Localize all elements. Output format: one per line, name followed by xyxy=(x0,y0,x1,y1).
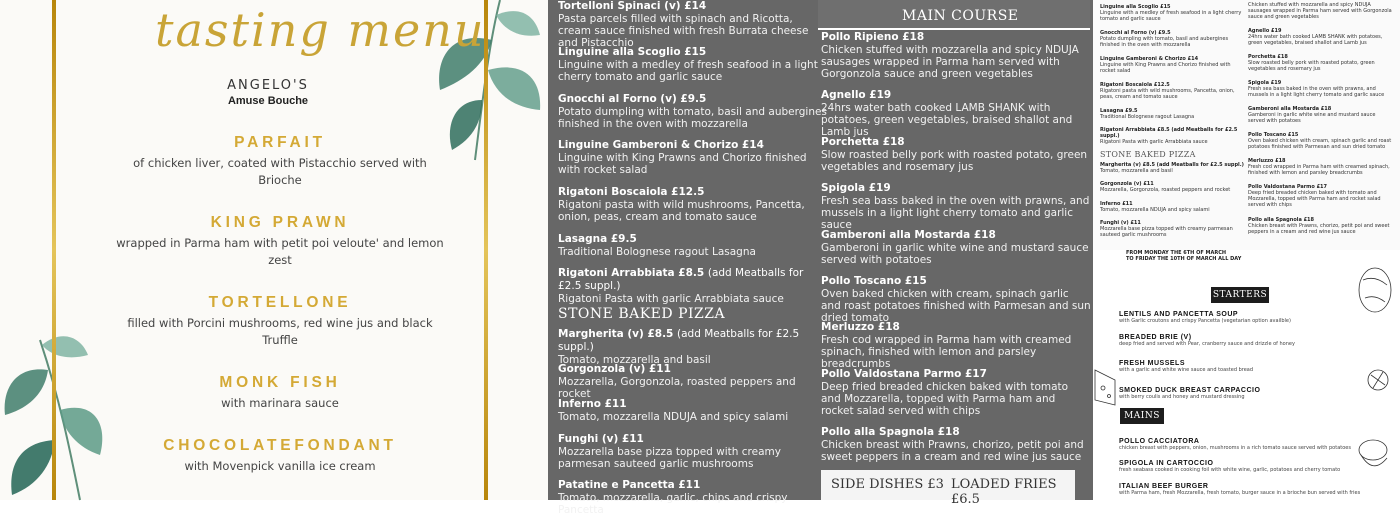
item-description: Fresh sea bass baked in the oven with prawns, and mussels in a light light cherry tomato and garlic sauce xyxy=(821,195,1090,231)
item-description: Fresh cod wrapped in Parma ham with creamed spinach, finished with lemon and parsley breadcrumbs xyxy=(1248,164,1390,176)
item-name xyxy=(558,267,828,293)
main-course-header xyxy=(818,0,1090,30)
menu-item xyxy=(558,139,828,176)
gold-border-left xyxy=(52,0,56,500)
menu-item xyxy=(1119,438,1389,451)
item-description: Pasta parcels filled with spinach and Ricotta, cream sauce finished with fresh Burrata cheese and Pistacchio xyxy=(558,13,809,49)
menu-item xyxy=(821,229,1091,266)
item-name: Patatine e Pancetta £11 xyxy=(558,479,701,491)
course-description: of chicken liver, coated with Pistacchio served with Brioche xyxy=(133,156,427,187)
item-name: Gamberoni alla Mostarda £18 xyxy=(821,229,996,241)
item-name: Pollo Toscano £15 xyxy=(1248,132,1299,138)
item-description: fresh seabass cooked in cooking foil with white wine, garlic, potatoes and cherry tomato xyxy=(1119,467,1341,473)
item-description: Rigatoni Pasta with garlic Arrabbiata sauce xyxy=(558,293,784,305)
item-name: Funghi (v) £11 xyxy=(1100,220,1141,226)
item-description: with a garlic and white wine sauce and toasted bread xyxy=(1119,367,1254,373)
menu-item xyxy=(821,275,1091,324)
menu-item xyxy=(558,328,828,366)
menu-item xyxy=(1100,181,1245,193)
sides-box xyxy=(821,470,1075,507)
menu-item xyxy=(821,136,1091,173)
amuse-bouche-subtitle: Amuse Bouche xyxy=(227,95,309,107)
item-description: Traditional Bolognese ragout Lasagna xyxy=(558,246,756,258)
menu-item xyxy=(1100,4,1245,22)
item-name: Linguine Gamberoni & Chorizo £14 xyxy=(1100,56,1199,62)
menu-item xyxy=(558,433,828,470)
item-name: Gnocchi al Forno (v) £9.5 xyxy=(1100,30,1171,36)
course-description: with marinara sauce xyxy=(221,396,339,410)
course-item xyxy=(115,374,445,412)
course-name: PARFAIT xyxy=(234,134,326,151)
menu-item xyxy=(1248,54,1393,72)
menu-item xyxy=(1119,483,1389,496)
starters-banner: STARTERS xyxy=(1211,287,1269,303)
item-description: Slow roasted belly pork with roasted potato, green vegetables and rosemary jus xyxy=(1248,60,1375,72)
menu-item xyxy=(821,368,1091,417)
course-description: filled with Porcini mushrooms, red wine jus and black Truffle xyxy=(127,316,433,347)
course-item xyxy=(115,437,445,475)
course-name: TORTELLONE xyxy=(208,294,352,311)
item-name: Pollo alla Spagnola £18 xyxy=(1248,217,1315,223)
item-name: Linguine Gamberoni & Chorizo £14 xyxy=(558,139,764,151)
item-name-text: Margherita (v) £8.5 xyxy=(558,328,674,340)
course-name: CHOCOLATEFONDANT xyxy=(163,437,397,454)
item-name: SMOKED DUCK BREAST CARPACCIO xyxy=(1119,387,1261,394)
main-menu-panel xyxy=(548,0,1093,516)
item-description: Tomato, mozzarella and basil xyxy=(1100,168,1173,174)
item-description: Linguine with a medley of fresh seafood in a light cherry tomato and garlic sauce xyxy=(558,59,818,83)
item-name: Porchetta £18 xyxy=(1248,54,1288,60)
item-description: Mozzarella base pizza topped with creamy parmesan sauteed garlic mushrooms xyxy=(558,446,781,470)
menu-item xyxy=(1248,217,1393,235)
pizza-section-heading: STONE BAKED PIZZA xyxy=(558,306,726,322)
menu-item xyxy=(1119,360,1389,373)
item-name: Inferno £11 xyxy=(1100,201,1133,207)
menu-item xyxy=(821,31,1091,80)
item-description: Oven baked chicken with cream, spinach garlic and roast potatoes finished with Parmesan and sun dried tomato xyxy=(1248,138,1392,150)
item-description: Potato dumpling with tomato, basil and aubergines finished in the oven with mozzarella xyxy=(1100,36,1229,48)
item-name: Gorgonzola (v) £11 xyxy=(1100,181,1154,187)
starters-menu-page xyxy=(1093,250,1400,500)
item-description: with Parma ham, fresh Mozzarella, fresh tomato, burger sauce in a brioche bun served with fries xyxy=(1119,490,1361,496)
menu-item xyxy=(1248,132,1393,150)
item-name: Inferno £11 xyxy=(558,398,627,410)
restaurant-name: ANGELO'S xyxy=(227,78,309,93)
item-name: Rigatoni Arrabbiata £8.5 (add Meatballs for £2.5 suppl.) xyxy=(1100,127,1238,139)
course-name: KING PRAWN xyxy=(210,214,350,231)
item-description: Tomato, mozzarella, garlic, chips and crispy Pancetta xyxy=(558,492,788,516)
item-description: chicken breast with peppers, onion, mushrooms in a rich tomato sauce served with potatoes xyxy=(1119,445,1351,451)
menu-item xyxy=(558,186,828,223)
item-description: Chicken stuffed with mozzarella and spicy NDUJA sausages wrapped in Parma ham served with Gorgonzola sauce and green vegetables xyxy=(1248,2,1392,20)
item-description: Rigatoni pasta with wild mushrooms, Pancetta, onion, peas, cream and tomato sauce xyxy=(558,199,805,223)
item-description: Linguine with King Prawns and Chorizo finished with rocket salad xyxy=(1100,62,1231,74)
course-item xyxy=(115,134,445,189)
item-name: Agnello £19 xyxy=(821,89,892,101)
item-description: Potato dumpling with tomato, basil and aubergines finished in the oven with mozzarella xyxy=(558,106,827,130)
item-name: Gnocchi al Forno (v) £9.5 xyxy=(558,93,707,105)
menu-item xyxy=(1100,82,1245,100)
course-name: MONK FISH xyxy=(219,374,341,391)
course-item xyxy=(115,214,445,269)
item-description: 24hrs water bath cooked LAMB SHANK with potatoes, green vegetables, braised shallot and Lamb jus xyxy=(1248,34,1383,46)
item-name: FRESH MUSSELS xyxy=(1119,360,1186,367)
item-name: Agnello £19 xyxy=(1248,28,1282,34)
menu-item xyxy=(1100,162,1245,174)
item-name: Pollo Toscano £15 xyxy=(821,275,927,287)
gold-border-right xyxy=(484,0,488,500)
menu-item xyxy=(1119,387,1389,400)
item-description: Tomato, mozzarella NDUJA and spicy salami xyxy=(558,411,789,423)
item-description: Slow roasted belly pork with roasted potato, green vegetables and rosemary jus xyxy=(821,149,1088,173)
item-name-text: Rigatoni Arrabbiata £8.5 xyxy=(558,267,705,279)
item-name xyxy=(558,328,828,354)
item-description: Linguine with King Prawns and Chorizo finished with rocket salad xyxy=(558,152,807,176)
item-name: Tortelloni Spinaci (v) £14 xyxy=(558,0,707,12)
dates-line-1: FROM MONDAY THE 6TH OF MARCH xyxy=(1126,250,1227,256)
item-name: LENTILS AND PANCETTA SOUP xyxy=(1119,311,1239,318)
item-description: Chicken breast with Prawns, chorizo, petit poi and sweet peppers in a cream and red wine jus sauce xyxy=(821,439,1084,463)
cheese-illustration-icon xyxy=(1093,360,1119,420)
item-description: Fresh cod wrapped in Parma ham with creamed spinach, finished with lemon and parsley breadcrumbs xyxy=(821,334,1072,370)
menu-item xyxy=(558,46,828,83)
item-description: Mozzarella base pizza topped with creamy parmesan sauteed garlic mushrooms xyxy=(1100,226,1233,238)
item-description: with Garlic croutons and crispy Pancetta (vegetarian option availble) xyxy=(1119,318,1291,324)
pizza-section-heading: STONE BAKED PIZZA xyxy=(1100,150,1196,159)
item-name: Lasagna £9.5 xyxy=(558,233,637,245)
item-name: POLLO CACCIATORA xyxy=(1119,438,1200,445)
menu-item xyxy=(558,267,828,305)
item-name: Pollo alla Spagnola £18 xyxy=(821,426,960,438)
item-description: Linguine with a medley of fresh seafood in a light cherry tomato and garlic sauce xyxy=(1100,10,1242,22)
menu-item xyxy=(1248,80,1393,98)
item-description: 24hrs water bath cooked LAMB SHANK with potatoes, green vegetables, braised shallot and Lamb jus xyxy=(821,102,1073,138)
menu-item xyxy=(558,0,828,49)
menu-item xyxy=(1100,220,1245,238)
item-name: Gamberoni alla Mostarda £18 xyxy=(1248,106,1332,112)
item-name: Linguine alla Scoglio £15 xyxy=(1100,4,1171,10)
item-description: Rigatoni Pasta with garlic Arrabbiata sauce xyxy=(1100,139,1208,145)
item-name: ITALIAN BEEF BURGER xyxy=(1119,483,1209,490)
item-description: with berry coulis and honey and mustard dressing xyxy=(1119,394,1245,400)
course-description: with Movenpick vanilla ice cream xyxy=(184,459,376,473)
tasting-menu-panel xyxy=(0,0,548,500)
item-name: Pollo Valdostana Parmo £17 xyxy=(1248,184,1328,190)
dates-line-2: TO FRIDAY THE 10TH OF MARCH ALL DAY xyxy=(1126,256,1242,262)
item-name: Margherita (v) £8.5 (add Meatballs for £2.5 suppl.) xyxy=(1100,162,1244,168)
item-name: Pollo Ripieno £18 xyxy=(821,31,925,43)
item-name: Lasagna £9.5 xyxy=(1100,108,1138,114)
item-name: Merluzzo £18 xyxy=(1248,158,1286,164)
menu-item xyxy=(1100,30,1245,48)
item-description: Tomato, mozzarella NDUJA and spicy salami xyxy=(1100,207,1210,213)
item-description: Oven baked chicken with cream, spinach garlic and roast potatoes finished with Parmesan and sun dried tomato xyxy=(821,288,1091,324)
item-extra: (add Meatballs for £2.5 suppl.) xyxy=(558,267,804,292)
menu-item xyxy=(1100,201,1245,213)
menu-item xyxy=(558,363,828,400)
item-extra: (add Meatballs for £2.5 suppl.) xyxy=(558,328,800,353)
tasting-menu-title: tasting menu xyxy=(155,3,486,57)
item-name: Funghi (v) £11 xyxy=(558,433,644,445)
item-name: Spigola £19 xyxy=(821,182,891,194)
item-name: Merluzzo £18 xyxy=(821,321,900,333)
item-description: Mozzarella, Gorgonzola, roasted peppers and rocket xyxy=(558,376,796,400)
menu-item xyxy=(821,426,1091,463)
item-name: SPIGOLA IN CARTOCCIO xyxy=(1119,460,1214,467)
menu-item xyxy=(558,93,828,130)
menu-item xyxy=(1248,184,1393,208)
menu-item xyxy=(821,182,1091,231)
menu-item xyxy=(1100,56,1245,74)
item-description: Tomato, mozzarella and basil xyxy=(558,354,711,366)
item-name: BREADED BRIE (V) xyxy=(1119,334,1192,341)
item-description: Deep fried breaded chicken baked with tomato and Mozzarella, topped with Parma ham and rocket salad served with chips xyxy=(821,381,1069,417)
item-name: Gorgonzola (v) £11 xyxy=(558,363,671,375)
small-menu-pages xyxy=(1093,0,1400,250)
item-description: Deep fried breaded chicken baked with tomato and Mozzarella, topped with Parma ham and rocket salad served with chips xyxy=(1248,190,1381,208)
item-description: Traditional Bolognese ragout Lasagna xyxy=(1100,114,1195,120)
course-description: wrapped in Parma ham with petit poi veloute' and lemon zest xyxy=(116,236,444,267)
menu-item xyxy=(1119,460,1389,473)
item-name: Linguine alla Scoglio £15 xyxy=(558,46,707,58)
menu-item xyxy=(1100,108,1245,120)
mains-banner: MAINS xyxy=(1120,408,1164,424)
item-description: Chicken breast with Prawns, chorizo, petit poi and sweet peppers in a cream and red wine jus sauce xyxy=(1248,223,1390,235)
item-description: Gamberoni in garlic white wine and mustard sauce served with potatoes xyxy=(1248,112,1376,124)
item-description: Mozzarella, Gorgonzola, roasted peppers and rocket xyxy=(1100,187,1231,193)
item-name: Rigatoni Boscaiola £12.5 xyxy=(558,186,705,198)
item-name: Spigola £19 xyxy=(1248,80,1282,86)
item-description: Chicken stuffed with mozzarella and spicy NDUJA sausages wrapped in Parma ham served with Gorgonzola sauce and green vegetables xyxy=(821,44,1079,80)
item-description: Fresh sea bass baked in the oven with prawns, and mussels in a light light cherry tomato and garlic sauce xyxy=(1248,86,1385,98)
main-course-heading: MAIN COURSE xyxy=(902,8,1019,24)
small-menus-panel xyxy=(1093,0,1400,500)
menu-item xyxy=(1248,28,1393,46)
menu-item xyxy=(558,398,828,423)
item-description: deep fried and served with Pear, cranberry sauce and drizzle of honey xyxy=(1119,341,1295,347)
item-name: Pollo Valdostana Parmo £17 xyxy=(821,368,987,380)
menu-item xyxy=(821,321,1091,370)
menu-item xyxy=(1248,2,1393,20)
menu-item xyxy=(1248,106,1393,124)
item-description: Gamberoni in garlic white wine and mustard sauce served with potatoes xyxy=(821,242,1089,266)
loaded-fries-label: LOADED FRIES £6.5 xyxy=(951,477,1057,507)
side-dishes-label: SIDE DISHES £3 xyxy=(831,477,944,492)
menu-item xyxy=(821,89,1091,138)
menu-item xyxy=(1100,127,1245,145)
item-name: Rigatoni Boscaiola £12.5 xyxy=(1100,82,1170,88)
item-name: Porchetta £18 xyxy=(821,136,905,148)
item-description: Rigatoni pasta with wild mushrooms, Pancetta, onion, peas, cream and tomato sauce xyxy=(1100,88,1235,100)
menu-item xyxy=(1248,158,1393,176)
menu-item xyxy=(558,479,828,516)
menu-item xyxy=(558,233,828,258)
menu-item xyxy=(1119,311,1389,324)
menu-item xyxy=(1119,334,1389,347)
course-item xyxy=(115,294,445,349)
